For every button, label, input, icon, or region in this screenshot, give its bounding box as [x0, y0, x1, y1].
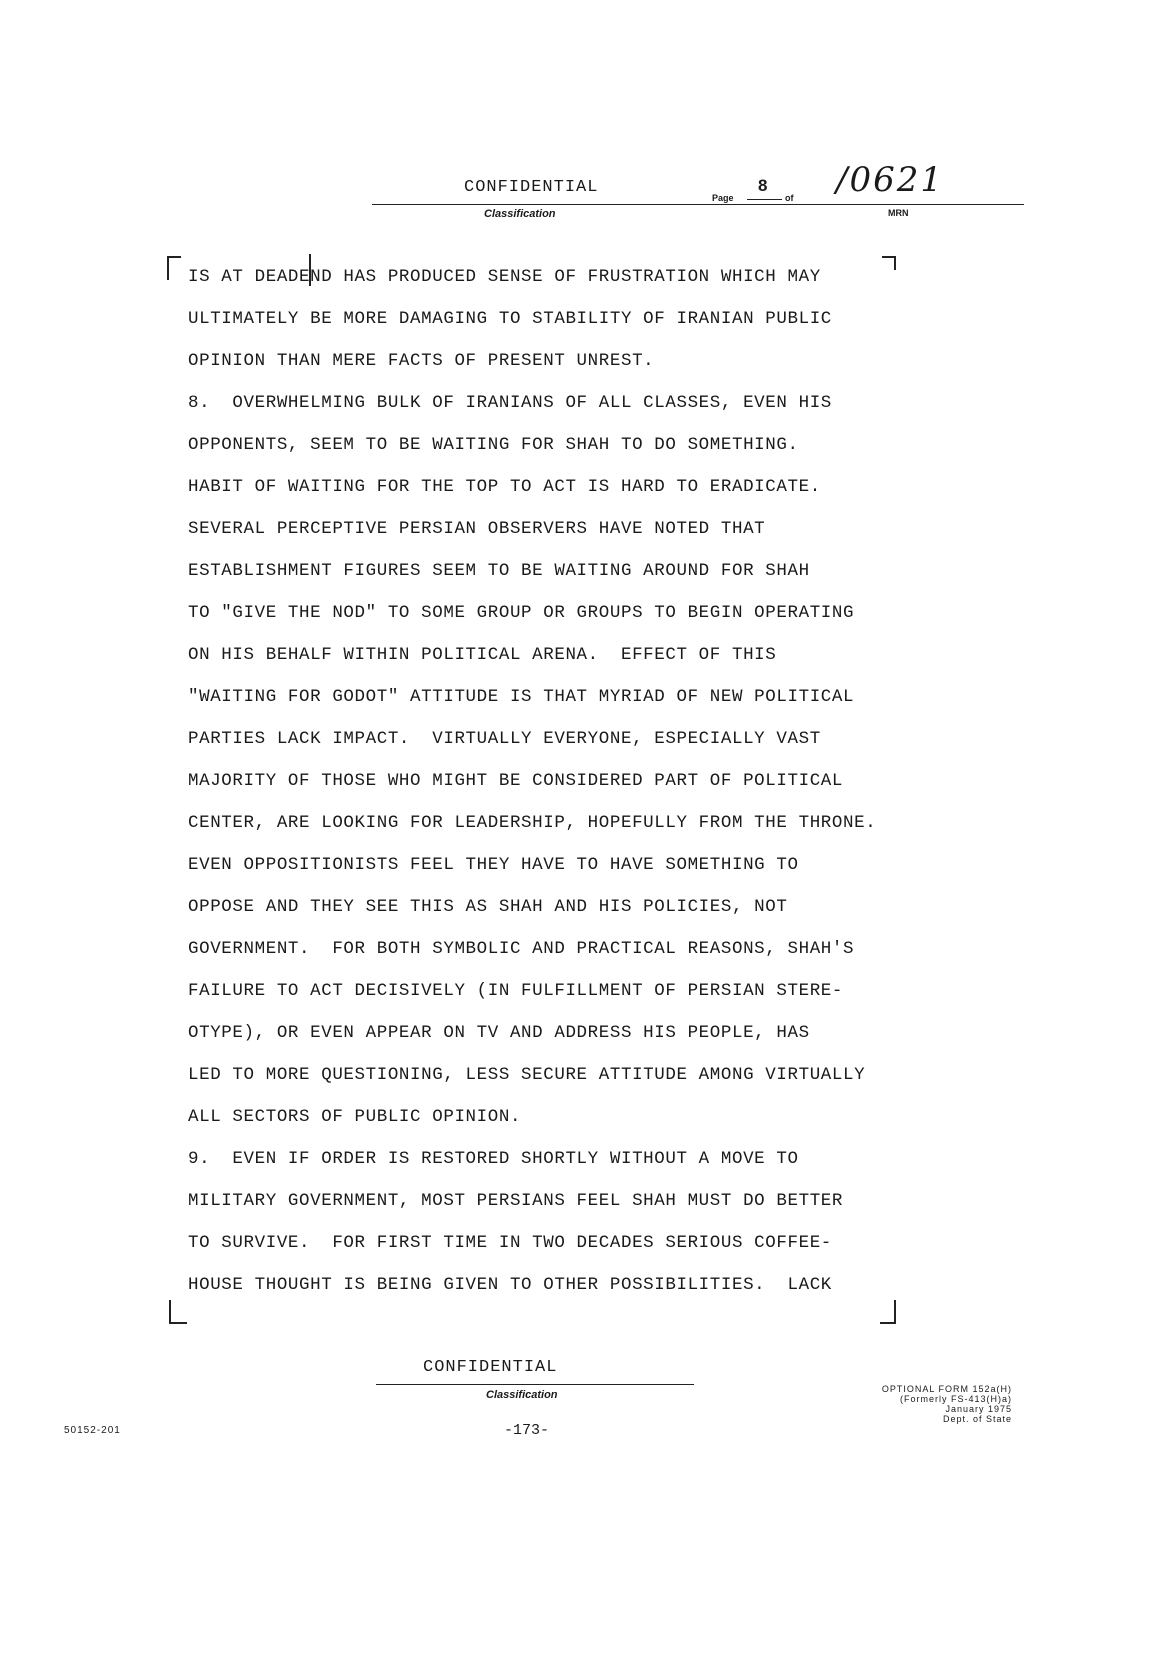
- header-page-label: Page: [712, 193, 734, 203]
- body-line: FAILURE TO ACT DECISIVELY (IN FULFILLMENT OF PERSIAN STERE-: [188, 981, 844, 1001]
- body-line: MILITARY GOVERNMENT, MOST PERSIANS FEEL SHAH MUST DO BETTER: [188, 1191, 844, 1211]
- footer-page-number: -173-: [504, 1422, 550, 1439]
- body-line: EVEN OPPOSITIONISTS FEEL THEY HAVE TO HAVE SOMETHING TO: [188, 855, 799, 875]
- footer-form-line: January 1975: [945, 1404, 1012, 1414]
- header-page-number: 8: [758, 176, 768, 195]
- body-line: TO SURVIVE. FOR FIRST TIME IN TWO DECADES SERIOUS COFFEE-: [188, 1233, 832, 1253]
- body-line: ALL SECTORS OF PUBLIC OPINION.: [188, 1107, 522, 1127]
- body-line: OPPOSE AND THEY SEE THIS AS SHAH AND HIS POLICIES, NOT: [188, 897, 788, 917]
- bracket-top-left: [167, 256, 181, 280]
- body-line: IS AT DEADEND HAS PRODUCED SENSE OF FRUSTRATION WHICH MAY: [188, 267, 821, 287]
- bracket-bottom-left: [169, 1300, 187, 1324]
- body-line: CENTER, ARE LOOKING FOR LEADERSHIP, HOPEFULLY FROM THE THRONE.: [188, 813, 877, 833]
- header-mrn-handwritten: /0621: [836, 160, 944, 200]
- body-line: "WAITING FOR GODOT" ATTITUDE IS THAT MYRIAD OF NEW POLITICAL: [188, 687, 855, 707]
- body-line: OPINION THAN MERE FACTS OF PRESENT UNREST.: [188, 351, 655, 371]
- header-classification-caption: Classification: [484, 208, 556, 220]
- body-line: 8. OVERWHELMING BULK OF IRANIANS OF ALL CLASSES, EVEN HIS: [188, 393, 832, 413]
- body-line: OTYPE), OR EVEN APPEAR ON TV AND ADDRESS HIS PEOPLE, HAS: [188, 1023, 810, 1043]
- footer-form-line: OPTIONAL FORM 152a(H): [881, 1384, 1012, 1394]
- body-line: MAJORITY OF THOSE WHO MIGHT BE CONSIDERED PART OF POLITICAL: [188, 771, 844, 791]
- body-line: OPPONENTS, SEEM TO BE WAITING FOR SHAH TO DO SOMETHING.: [188, 435, 799, 455]
- header-classification-rule: [372, 204, 702, 205]
- body-line: HABIT OF WAITING FOR THE TOP TO ACT IS HARD TO ERADICATE.: [188, 477, 821, 497]
- footer-classification: CONFIDENTIAL: [423, 1358, 558, 1377]
- header-page-rule: [702, 204, 1024, 205]
- footer-form-line: Dept. of State: [942, 1414, 1012, 1424]
- header-mrn-label: MRN: [888, 208, 909, 218]
- footer-classification-caption: Classification: [486, 1389, 558, 1401]
- footer-classification-rule: [376, 1384, 694, 1385]
- body-line: LED TO MORE QUESTIONING, LESS SECURE ATTITUDE AMONG VIRTUALLY: [188, 1065, 866, 1085]
- header-page-underline: [747, 199, 782, 200]
- body-line: TO "GIVE THE NOD" TO SOME GROUP OR GROUPS TO BEGIN OPERATING: [188, 603, 855, 623]
- footer-stock-code: 50152-201: [64, 1425, 121, 1436]
- body-line: PARTIES LACK IMPACT. VIRTUALLY EVERYONE, ESPECIALLY VAST: [188, 729, 821, 749]
- body-line: 9. EVEN IF ORDER IS RESTORED SHORTLY WITHOUT A MOVE TO: [188, 1149, 799, 1169]
- body-text: [188, 256, 988, 1306]
- header-classification: CONFIDENTIAL: [464, 178, 599, 197]
- body-line: ULTIMATELY BE MORE DAMAGING TO STABILITY OF IRANIAN PUBLIC: [188, 309, 832, 329]
- body-line: ESTABLISHMENT FIGURES SEEM TO BE WAITING AROUND FOR SHAH: [188, 561, 810, 581]
- body-line: SEVERAL PERCEPTIVE PERSIAN OBSERVERS HAVE NOTED THAT: [188, 519, 766, 539]
- header-of-label: of: [785, 193, 794, 203]
- footer-form-id: [832, 1384, 1012, 1424]
- body-line: HOUSE THOUGHT IS BEING GIVEN TO OTHER POSSIBILITIES. LACK: [188, 1275, 832, 1295]
- footer-form-line: (Formerly FS-413(H)a): [899, 1394, 1012, 1404]
- body-line: ON HIS BEHALF WITHIN POLITICAL ARENA. EFFECT OF THIS: [188, 645, 777, 665]
- body-line: GOVERNMENT. FOR BOTH SYMBOLIC AND PRACTICAL REASONS, SHAH'S: [188, 939, 855, 959]
